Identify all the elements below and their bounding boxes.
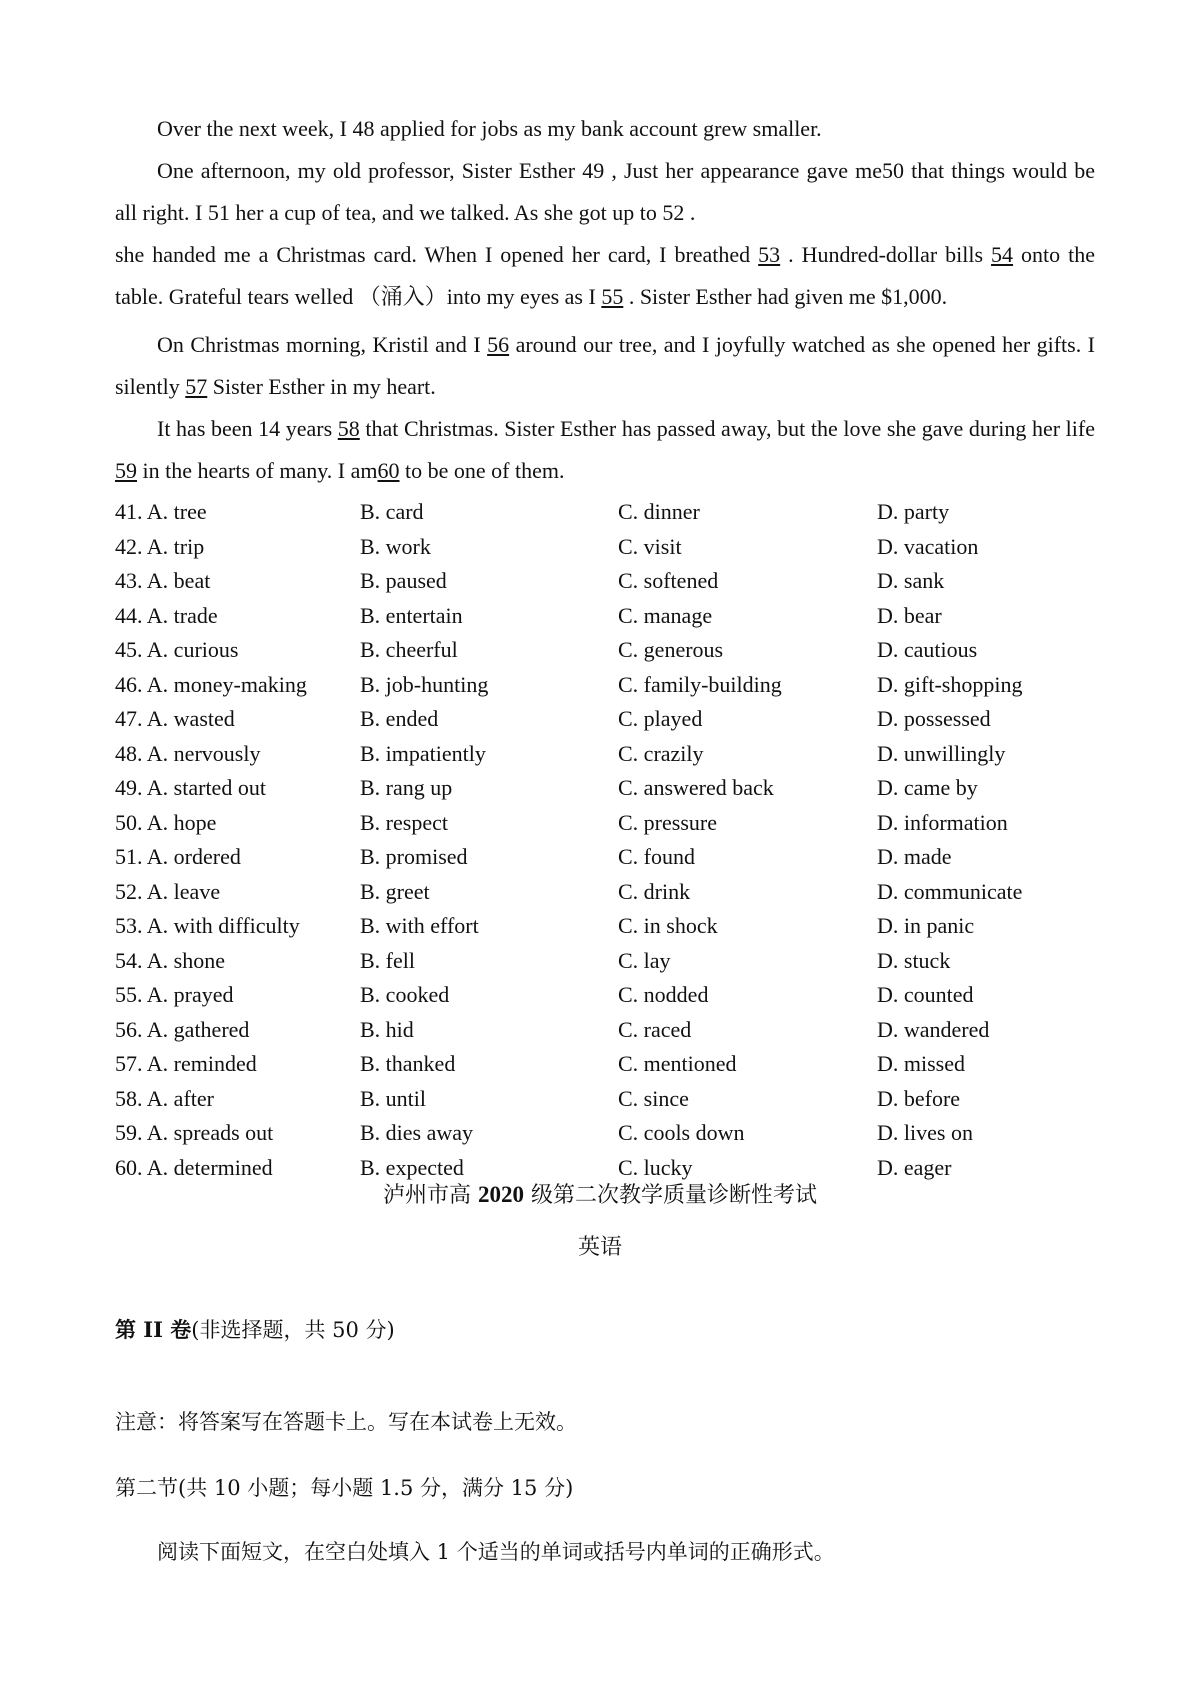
option-choice: C. played [618,706,703,731]
option-choice: D. unwillingly [877,740,1006,766]
option-choice: D. gift-shopping [877,671,1023,697]
option-choice: D. eager [877,1154,952,1180]
option-choice: B. respect [360,809,448,835]
option-row [115,840,1115,875]
option-choice: 50. A. hope [115,809,217,835]
option-choice: 42. A. trip [115,533,205,559]
option-choice: C. drink [618,878,691,904]
section-heading [115,1314,395,1344]
option-choice: D. stuck [877,947,951,973]
option-choice: C. pressure [618,809,717,835]
option-row [115,495,1115,530]
option-choice: D. lives on [877,1120,973,1145]
option-row [115,737,1115,772]
passage-text: On Christmas morning, Kristil and I [157,332,488,357]
option-choice: 52. A. leave [115,878,221,904]
option-choice: D. counted [877,982,974,1007]
option-choice: D. before [877,1085,961,1111]
option-choice: 44. A. trade [115,602,218,628]
option-choice: 60. A. determined [115,1154,273,1180]
option-row [115,909,1115,944]
option-choice: 47. A. wasted [115,706,235,731]
option-choice: C. cools down [618,1120,745,1145]
option-row [115,1047,1115,1082]
option-choice: B. job-hunting [360,671,489,697]
option-row [115,944,1115,979]
option-row [115,702,1115,737]
option-choice: B. work [360,533,431,559]
option-choice: D. made [877,844,952,869]
option-choice: D. communicate [877,878,1023,904]
option-choice: C. visit [618,533,682,559]
passage-paragraph-4 [115,408,1095,492]
part-heading: 第二节(共 10 小题；每小题 1.5 分，满分 15 分) [115,1476,574,1500]
blank-57: 57 [185,374,208,399]
option-choice: B. promised [360,844,468,869]
option-row [115,771,1115,806]
option-choice: 56. A. gathered [115,1016,250,1042]
option-row [115,875,1115,910]
option-choice: D. sank [877,568,945,593]
option-choice: B. thanked [360,1051,456,1076]
option-choice: D. vacation [877,533,979,559]
option-choice: C. crazily [618,740,704,766]
option-row [115,633,1115,668]
option-choice: 51. A. ordered [115,844,241,869]
exam-title [0,1178,1200,1209]
option-choice: 43. A. beat [115,568,211,593]
option-choice: B. rang up [360,775,453,800]
option-choice: C. generous [618,637,724,662]
passage-text: around our tree, and I joyfully watched as she opened her gifts. I silently [115,332,1095,399]
option-choice: 55. A. prayed [115,982,234,1007]
option-choice: D. possessed [877,706,991,731]
passage-text: in the hearts of many. I am [137,458,378,483]
option-choice: D. in panic [877,913,975,938]
option-choice: C. since [618,1085,689,1111]
option-choice: B. dies away [360,1120,474,1145]
option-choice: 59. A. spreads out [115,1120,274,1145]
passage-text: It has been 14 years [157,416,338,441]
option-choice: D. bear [877,602,942,628]
option-choice: C. lucky [618,1154,693,1180]
option-row [115,564,1115,599]
exam-title-year: 2020 [478,1182,524,1207]
option-choice: C. dinner [618,499,700,524]
option-row [115,806,1115,841]
option-choice: B. hid [360,1016,414,1042]
option-choice: C. answered back [618,775,774,800]
option-choice: 57. A. reminded [115,1051,257,1076]
option-row [115,599,1115,634]
option-choice: C. in shock [618,913,718,938]
option-choice: 45. A. curious [115,637,239,662]
blank-53: 53 [758,242,781,267]
passage-paragraph-3 [115,324,1095,408]
exam-title-part: 级第二次教学质量诊断性考试 [524,1183,817,1208]
option-choice: 54. A. shone [115,947,225,973]
option-choice: 46. A. money-making [115,671,307,697]
exam-subject: 英语 [577,1235,622,1260]
passage-text: Over the next week, I 48 applied for jobs as my bank account grew smaller. [157,116,822,141]
blank-55: 55 [601,284,624,309]
option-choice: B. ended [360,706,439,731]
option-choice: B. paused [360,568,447,593]
passage-text: she handed me a Christmas card. When I opened her card, I breathed [115,242,759,267]
option-choice: 41. A. tree [115,499,207,524]
passage-text: that Christmas. Sister Esther has passed away, but the love she gave during her life [359,416,1095,441]
passage-paragraph-2b [115,234,1095,318]
notice-text: 注意：将答案写在答题卡上。写在本试卷上无效。 [115,1410,577,1434]
option-choice: D. cautious [877,637,978,662]
exam-title-part: 泸州市高 [383,1183,478,1208]
option-choice: 53. A. with difficulty [115,913,300,938]
option-choice: 48. A. nervously [115,740,261,766]
section-detail: (非选择题，共 50 分) [191,1318,395,1342]
option-choice: C. raced [618,1016,692,1042]
passage-paragraph-2a [115,150,1095,234]
option-choice: C. softened [618,568,719,593]
option-row [115,1082,1115,1117]
blank-59: 59 [115,458,137,483]
option-choice: B. greet [360,878,430,904]
option-choice: C. found [618,844,695,869]
option-choice: B. impatiently [360,740,486,766]
blank-54: 54 [991,242,1014,267]
option-row [115,1013,1115,1048]
option-choice: D. information [877,809,1008,835]
option-choice: B. cheerful [360,637,458,662]
passage-text: . Hundred-dollar bills [780,242,992,267]
option-choice: B. expected [360,1154,464,1180]
option-choice: B. until [360,1085,427,1111]
option-choice: B. with effort [360,913,479,938]
blank-60: 60 [377,458,400,483]
passage-text: onto the table. Grateful tears welled （涌入）into my eyes as I [115,242,1095,309]
passage-text: to be one of them. [399,458,565,483]
option-choice: B. card [360,499,424,524]
passage-text: . Sister Esther had given me $1,000. [623,284,948,309]
option-choice: D. party [877,499,950,524]
section-label: 第 II 卷 [115,1317,192,1342]
passage-text: Sister Esther in my heart. [207,374,436,399]
option-choice: C. lay [618,947,671,973]
blank-58: 58 [337,416,360,441]
instruction-text: 阅读下面短文，在空白处填入 1 个适当的单词或括号内单词的正确形式。 [157,1540,835,1564]
option-choice: B. fell [360,947,415,973]
option-choice: C. manage [618,602,713,628]
option-choice: D. missed [877,1051,965,1076]
options-list [115,495,1115,1185]
option-choice: C. nodded [618,982,709,1007]
option-row [115,668,1115,703]
blank-56: 56 [487,332,510,357]
option-choice: C. family-building [618,671,782,697]
passage-paragraph-1 [115,108,1095,150]
option-row [115,530,1115,565]
option-choice: D. came by [877,775,978,800]
passage-text: One afternoon, my old professor, Sister Esther 49 , Just her appearance gave me50 that things would be all right. I 51 her a cup of tea, and we talked. As she got up to 52 . [115,158,1095,225]
option-choice: B. cooked [360,982,450,1007]
option-choice: D. wandered [877,1016,990,1042]
option-choice: 49. A. started out [115,775,266,800]
option-choice: C. mentioned [618,1051,737,1076]
option-choice: B. entertain [360,602,463,628]
option-choice: 58. A. after [115,1085,214,1111]
option-row [115,1116,1115,1151]
option-row [115,978,1115,1013]
